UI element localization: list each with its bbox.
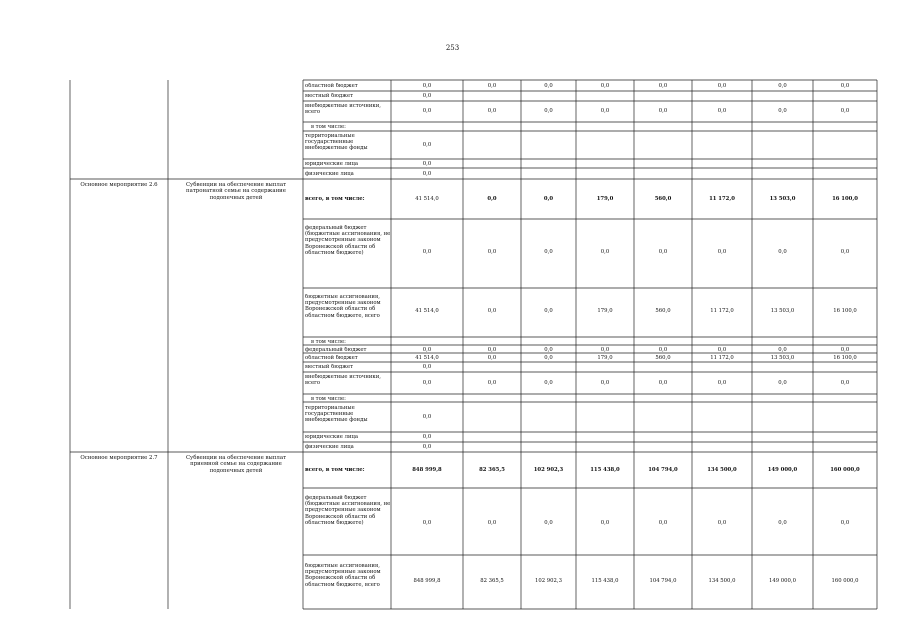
value-cell: 0,0 — [487, 196, 497, 202]
value-cell: 0,0 — [717, 347, 727, 353]
value-cell: 104 794,0 — [648, 467, 678, 473]
row-label: внебюджетные источники, всего — [305, 374, 381, 387]
value-cell: 160 000,0 — [831, 578, 859, 584]
value-cell: 0,0 — [487, 520, 497, 526]
value-cell: 0,0 — [422, 520, 432, 526]
value-cell: 560,0 — [655, 355, 671, 361]
value-cell: 0,0 — [840, 380, 850, 386]
value-cell: 0,0 — [422, 83, 432, 89]
value-cell: 0,0 — [487, 249, 497, 255]
value-cell: 0,0 — [658, 347, 668, 353]
value-cell: 13 503,0 — [769, 196, 796, 202]
value-cell: 41 514,0 — [415, 355, 439, 361]
value-cell: 102 902,3 — [533, 467, 564, 473]
value-cell: 0,0 — [422, 364, 432, 370]
value-cell: 11 172,0 — [709, 196, 735, 202]
value-cell: 115 438,0 — [590, 467, 620, 473]
value-cell: 0,0 — [658, 83, 668, 89]
row-label: всего, в том числе: — [305, 467, 365, 473]
value-cell: 0,0 — [544, 355, 553, 361]
value-cell: 0,0 — [422, 444, 432, 450]
value-cell: 0,0 — [544, 347, 553, 353]
row-label: местный бюджет — [305, 93, 354, 99]
row-label: областной бюджет — [305, 355, 358, 361]
value-cell: 0,0 — [422, 142, 432, 148]
row-label: местный бюджет — [305, 364, 354, 370]
value-cell: 560,0 — [655, 308, 671, 314]
value-cell: 0,0 — [487, 380, 497, 386]
value-cell: 0,0 — [487, 308, 497, 314]
value-cell: 160 000,0 — [830, 467, 860, 473]
value-cell: 134 500,0 — [708, 578, 736, 584]
value-cell: 0,0 — [422, 161, 432, 167]
value-cell: 179,0 — [597, 308, 613, 314]
row-label: юридические лица — [305, 161, 359, 167]
value-cell: 0,0 — [717, 83, 727, 89]
value-cell: 0,0 — [600, 380, 610, 386]
row-label: в том числе: — [311, 124, 346, 130]
row-label: федеральный бюджет (бюджетные ассигнования, не предусмотренные законом Воронежской области об областном бюджете) — [305, 495, 391, 526]
value-cell: 13 503,0 — [770, 355, 795, 361]
value-cell: 0,0 — [778, 108, 787, 114]
value-cell: 0,0 — [544, 308, 553, 314]
value-cell: 0,0 — [717, 520, 727, 526]
value-cell: 11 172,0 — [710, 355, 734, 361]
value-cell: 104 794,0 — [649, 578, 677, 584]
value-cell: 0,0 — [717, 108, 727, 114]
row-label: областной бюджет — [305, 83, 358, 89]
value-cell: 0,0 — [600, 108, 610, 114]
value-cell: 82 365,5 — [479, 467, 505, 473]
value-cell: 16 100,0 — [832, 196, 858, 202]
value-cell: 0,0 — [543, 196, 554, 202]
value-cell: 560,0 — [654, 196, 672, 202]
row-label: бюджетные ассигнования, предусмотренные законом Воронежской области об областном бюджете, всего — [305, 294, 381, 319]
value-cell: 0,0 — [658, 249, 668, 255]
row-label: внебюджетные источники, всего — [305, 103, 381, 116]
page-number: 253 — [445, 44, 460, 52]
value-cell: 0,0 — [658, 520, 668, 526]
value-cell: 0,0 — [422, 93, 432, 99]
value-cell: 0,0 — [840, 520, 850, 526]
value-cell: 102 902,3 — [535, 578, 562, 584]
value-cell: 0,0 — [840, 108, 850, 114]
row-label: территориальные государственные внебюджетные фонды — [305, 405, 368, 424]
value-cell: 0,0 — [658, 380, 668, 386]
value-cell: 115 438,0 — [591, 578, 619, 584]
value-cell: 82 365,5 — [480, 578, 504, 584]
value-cell: 16 100,0 — [833, 308, 857, 314]
value-cell: 0,0 — [422, 108, 432, 114]
value-cell: 0,0 — [778, 380, 787, 386]
value-cell: 0,0 — [544, 520, 553, 526]
value-cell: 0,0 — [778, 520, 787, 526]
value-cell: 0,0 — [422, 171, 432, 177]
row-label: юридические лица — [305, 434, 359, 440]
value-cell: 0,0 — [422, 249, 432, 255]
row-label: в том числе: — [311, 339, 346, 345]
value-cell: 41 514,0 — [415, 196, 439, 202]
value-cell: 0,0 — [778, 249, 787, 255]
value-cell: 13 503,0 — [770, 308, 795, 314]
value-cell: 0,0 — [544, 249, 553, 255]
value-cell: 0,0 — [487, 108, 497, 114]
value-cell: 0,0 — [717, 380, 727, 386]
value-cell: 134 500,0 — [707, 467, 737, 473]
row-label: всего, в том числе: — [305, 196, 365, 202]
value-cell: 0,0 — [658, 108, 668, 114]
value-cell: 41 514,0 — [415, 308, 439, 314]
row-label: физические лица — [305, 444, 354, 450]
value-cell: 149 000,0 — [767, 467, 798, 473]
value-cell: 0,0 — [600, 83, 610, 89]
row-label: физические лица — [305, 171, 354, 177]
row-label: федеральный бюджет (бюджетные ассигнования, не предусмотренные законом Воронежской области об областном бюджете) — [305, 225, 391, 256]
value-cell: 0,0 — [544, 380, 553, 386]
row-label: бюджетные ассигнования, предусмотренные законом Воронежской области об областном бюджете, всего — [305, 563, 381, 588]
value-cell: 179,0 — [597, 355, 613, 361]
value-cell: 0,0 — [487, 355, 497, 361]
event-name: Основное мероприятие 2.7 — [80, 455, 158, 461]
row-label: территориальные государственные внебюджетные фонды — [305, 133, 368, 152]
row-label: федеральный бюджет — [305, 347, 367, 353]
value-cell: 0,0 — [487, 83, 497, 89]
value-cell: 848 999,8 — [413, 578, 441, 584]
value-cell: 149 000,0 — [769, 578, 796, 584]
value-cell: 0,0 — [778, 83, 787, 89]
row-label: в том числе: — [311, 396, 346, 402]
value-cell: 0,0 — [778, 347, 787, 353]
value-cell: 848 999,8 — [412, 467, 442, 473]
value-cell: 0,0 — [422, 414, 432, 420]
value-cell: 0,0 — [600, 249, 610, 255]
event-name: Основное мероприятие 2.6 — [80, 182, 158, 188]
value-cell: 0,0 — [544, 83, 553, 89]
value-cell: 0,0 — [422, 347, 432, 353]
value-cell: 0,0 — [544, 108, 553, 114]
event-title: Субвенции на обеспечение выплат патронатной семье на содержание подопечных детей — [185, 182, 287, 201]
value-cell: 16 100,0 — [833, 355, 857, 361]
value-cell: 0,0 — [422, 434, 432, 440]
value-cell: 0,0 — [840, 347, 850, 353]
value-cell: 0,0 — [840, 249, 850, 255]
value-cell: 0,0 — [422, 380, 432, 386]
value-cell: 0,0 — [717, 249, 727, 255]
value-cell: 0,0 — [600, 520, 610, 526]
value-cell: 0,0 — [840, 83, 850, 89]
value-cell: 11 172,0 — [710, 308, 734, 314]
event-title: Субвенции на обеспечение выплат приемной семье на содержание подопечных детей — [185, 455, 287, 474]
value-cell: 0,0 — [487, 347, 497, 353]
value-cell: 0,0 — [600, 347, 610, 353]
value-cell: 179,0 — [596, 196, 614, 202]
